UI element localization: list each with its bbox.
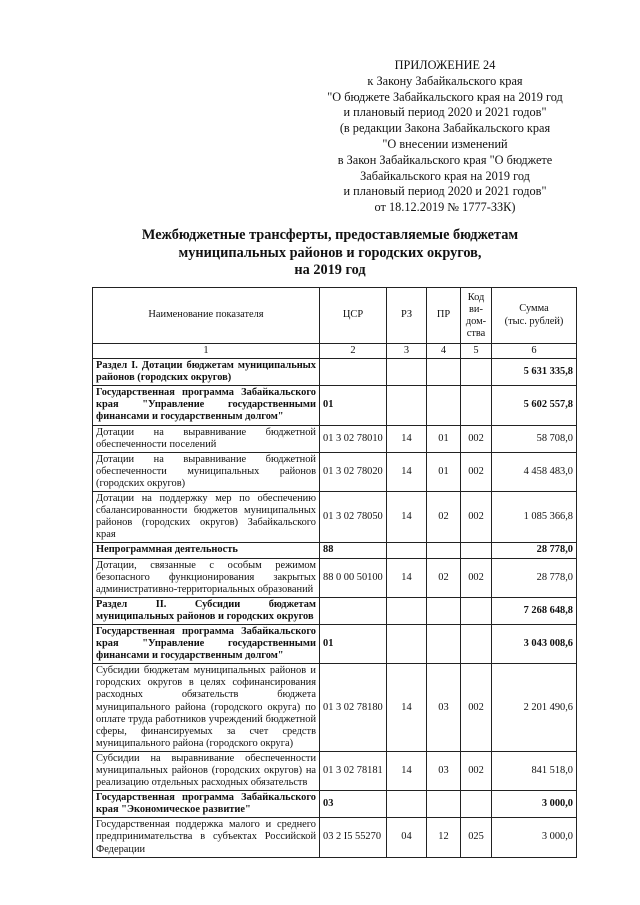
row-pr: 12: [427, 818, 461, 857]
row-csr: [320, 597, 387, 624]
table-row: [93, 359, 577, 386]
row-name: Раздел I. Дотации бюджетам муниципальных районов (городских округов): [93, 359, 320, 386]
header-line: от 18.12.2019 № 1777-ЗЗК): [374, 200, 516, 215]
column-numbers-row: [93, 344, 577, 359]
header-line: (в редакции Закона Забайкальского края: [339, 121, 551, 136]
row-sum: 2 201 490,6: [492, 664, 577, 752]
title-line: муниципальных районов и городских округов,: [178, 244, 482, 261]
row-kod: [461, 386, 492, 425]
row-kod: [461, 791, 492, 818]
header-line: в Закон Забайкальского края "О бюджете: [337, 152, 553, 167]
table-body: [93, 344, 577, 858]
table-row: [93, 425, 577, 452]
row-kod: [461, 597, 492, 624]
row-pr: 01: [427, 425, 461, 452]
row-name: Государственная поддержка малого и среднего предпринимательства в субъектах Российской Федерации: [93, 818, 320, 857]
row-rz: [387, 624, 427, 663]
table-row: [93, 558, 577, 597]
col-number: 6: [492, 344, 577, 359]
row-name: Субсидии на выравнивание обеспеченности муниципальных районов (городских округов) на реализацию отдельных расходных обязательств: [93, 751, 320, 790]
table-row: [93, 624, 577, 663]
row-csr: 88: [320, 543, 387, 558]
row-csr: 01 3 02 78180: [320, 664, 387, 752]
row-rz: 14: [387, 425, 427, 452]
transfers-table: [92, 287, 577, 858]
row-sum: 3 000,0: [492, 818, 577, 857]
col-header-sum: Сумма (тыс. рублей): [492, 288, 577, 344]
row-kod: [461, 543, 492, 558]
row-sum: 4 458 483,0: [492, 452, 577, 491]
header-line: и плановый период 2020 и 2021 годов": [343, 105, 547, 120]
row-csr: 03 2 I5 55270: [320, 818, 387, 857]
title-line: на 2019 год: [294, 262, 366, 278]
row-csr: 88 0 00 50100: [320, 558, 387, 597]
table-row: [93, 664, 577, 752]
row-rz: [387, 791, 427, 818]
col-header-name: Наименование показателя: [93, 288, 320, 344]
row-rz: [387, 543, 427, 558]
table-row: [93, 597, 577, 624]
header-line: к Закону Забайкальского края: [367, 73, 523, 88]
row-pr: 02: [427, 492, 461, 543]
col-header-kod: Код ви- дом- ства: [461, 288, 492, 344]
row-sum: 3 000,0: [492, 791, 577, 818]
row-pr: 03: [427, 751, 461, 790]
row-pr: 02: [427, 558, 461, 597]
header-line: ПРИЛОЖЕНИЕ 24: [394, 58, 496, 72]
row-csr: 01 3 02 78181: [320, 751, 387, 790]
row-sum: 841 518,0: [492, 751, 577, 790]
col-number: 5: [461, 344, 492, 359]
header-line: и плановый период 2020 и 2021 годов": [343, 184, 547, 199]
row-kod: 002: [461, 425, 492, 452]
row-kod: 002: [461, 664, 492, 752]
row-sum: 28 778,0: [492, 543, 577, 558]
row-csr: 01 3 02 78050: [320, 492, 387, 543]
row-name: Дотации на выравнивание бюджетной обеспеченности муниципальных районов (городских округов): [93, 452, 320, 491]
table-row: [93, 791, 577, 818]
row-kod: [461, 359, 492, 386]
row-csr: 01 3 02 78010: [320, 425, 387, 452]
header-line: Забайкальского края на 2019 год: [360, 168, 530, 183]
row-sum: 1 085 366,8: [492, 492, 577, 543]
row-name: Дотации на выравнивание бюджетной обеспеченности поселений: [93, 425, 320, 452]
row-rz: [387, 359, 427, 386]
row-pr: [427, 359, 461, 386]
row-name: Субсидии бюджетам муниципальных районов и городских округов в целях софинансирования расходных обязательств бюджета муниципального района (городского округа) по оплате труда работников учреждений бюджетной сферы, финансируемых за счет средств муниципального района (городского округа): [93, 664, 320, 752]
row-pr: 01: [427, 452, 461, 491]
row-kod: 002: [461, 558, 492, 597]
appendix-header: [290, 58, 600, 216]
row-pr: [427, 386, 461, 425]
row-csr: 01: [320, 624, 387, 663]
table-row: [93, 386, 577, 425]
row-rz: 04: [387, 818, 427, 857]
row-kod: [461, 624, 492, 663]
col-number: 3: [387, 344, 427, 359]
row-csr: 03: [320, 791, 387, 818]
row-name: Государственная программа Забайкальского края "Экономическое развитие": [93, 791, 320, 818]
row-pr: [427, 597, 461, 624]
row-kod: 002: [461, 452, 492, 491]
col-number: 4: [427, 344, 461, 359]
row-name: Дотации, связанные с особым режимом безопасного функционирования закрытых административно-территориальных образований: [93, 558, 320, 597]
header-line: "О бюджете Забайкальского края на 2019 год: [327, 89, 563, 104]
row-rz: 14: [387, 664, 427, 752]
col-number: 2: [320, 344, 387, 359]
row-csr: 01 3 02 78020: [320, 452, 387, 491]
row-name: Дотации на поддержку мер по обеспечению сбалансированности бюджетов муниципальных районов (городских округов) Забайкальского края: [93, 492, 320, 543]
row-name: Государственная программа Забайкальского края "Управление государственными финансами и государственным долгом": [93, 624, 320, 663]
row-rz: 14: [387, 452, 427, 491]
row-rz: 14: [387, 751, 427, 790]
row-name: Раздел II. Субсидии бюджетам муниципальных районов и городских округов: [93, 597, 320, 624]
row-rz: [387, 597, 427, 624]
row-rz: [387, 386, 427, 425]
row-sum: 5 631 335,8: [492, 359, 577, 386]
table-row: [93, 751, 577, 790]
row-sum: 28 778,0: [492, 558, 577, 597]
row-kod: 025: [461, 818, 492, 857]
col-number: 1: [93, 344, 320, 359]
row-pr: 03: [427, 664, 461, 752]
row-rz: 14: [387, 492, 427, 543]
col-header-csr: ЦСР: [320, 288, 387, 344]
table-header-row: [93, 288, 577, 344]
row-sum: 58 708,0: [492, 425, 577, 452]
table-row: [93, 818, 577, 857]
row-pr: [427, 791, 461, 818]
table-row: [93, 452, 577, 491]
row-sum: 3 043 008,6: [492, 624, 577, 663]
col-header-rz: РЗ: [387, 288, 427, 344]
row-kod: 002: [461, 492, 492, 543]
row-name: Непрограммная деятельность: [93, 543, 320, 558]
row-rz: 14: [387, 558, 427, 597]
row-sum: 7 268 648,8: [492, 597, 577, 624]
row-pr: [427, 624, 461, 663]
table-row: [93, 492, 577, 543]
row-pr: [427, 543, 461, 558]
row-csr: 01: [320, 386, 387, 425]
row-csr: [320, 359, 387, 386]
document-title: [100, 227, 560, 280]
title-line: Межбюджетные трансферты, предоставляемые бюджетам: [141, 227, 519, 243]
row-name: Государственная программа Забайкальского края "Управление государственными финансами и государственным долгом": [93, 386, 320, 425]
row-kod: 002: [461, 751, 492, 790]
col-header-pr: ПР: [427, 288, 461, 344]
row-sum: 5 602 557,8: [492, 386, 577, 425]
table-row: [93, 543, 577, 558]
header-line: "О внесении изменений: [382, 136, 508, 151]
